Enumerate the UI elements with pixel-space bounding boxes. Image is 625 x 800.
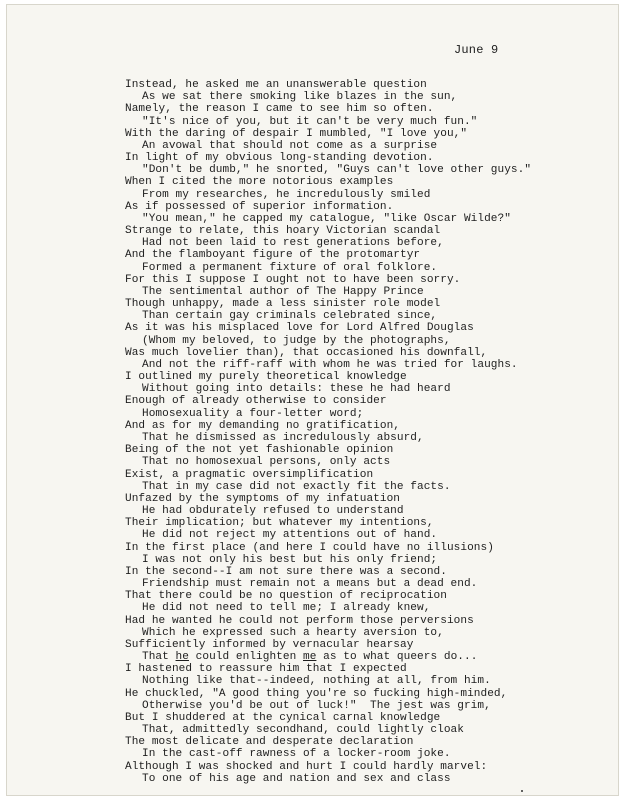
poem-line: In the first place (and here I could have no illusions): [125, 541, 494, 554]
poem-line: And not the riff-raff with whom he was tried for laughs.: [142, 358, 518, 371]
poem-line: In light of my obvious long-standing devotion.: [125, 152, 434, 165]
poem-line: Formed a permanent fixture of oral folklore.: [142, 261, 438, 274]
underlined-word: he: [175, 651, 189, 664]
poem-line: Without going into details: these he had heard: [142, 383, 451, 396]
poem-line: Being of the not yet fashionable opinion: [125, 444, 394, 457]
poem-line: "Don't be dumb," he snorted, "Guys can't love other guys.": [142, 164, 532, 177]
poem-line: Had he wanted he could not perform those perversions: [125, 614, 474, 627]
poem-line: From my researches, he incredulously smiled: [142, 188, 431, 201]
typewritten-page: [6, 4, 619, 796]
poem-line: That in my case did not exactly fit the facts.: [142, 480, 451, 493]
poem-line: I hastened to reassure him that I expected: [125, 663, 407, 676]
poem-line: In the cast-off rawness of a locker-room joke.: [142, 748, 451, 761]
poem-line: That he dismissed as incredulously absurd,: [142, 431, 424, 444]
poem-line: He chuckled, "A good thing you're so fucking high-minded,: [125, 687, 508, 700]
poem-line: He did not reject my attentions out of hand.: [142, 529, 438, 542]
poem-line: An avowal that should not come as a surprise: [142, 139, 438, 152]
poem-line: That no homosexual persons, only acts: [142, 456, 391, 469]
poem-line: Exist, a pragmatic oversimplification: [125, 468, 374, 481]
poem-line: Was much lovelier than), that occasioned his downfall,: [125, 346, 488, 359]
poem-line: Friendship must remain not a means but a dead end.: [142, 578, 478, 591]
poem-line: Which he expressed such a hearty aversion to,: [142, 626, 444, 639]
poem-line: With the daring of despair I mumbled, "I love you,": [125, 127, 468, 140]
poem-line: He had obdurately refused to understand: [142, 505, 404, 518]
poem-line: In the second--I am not sure there was a second.: [125, 565, 447, 578]
poem-line: Their implication; but whatever my intentions,: [125, 517, 434, 530]
poem-line: Nothing like that--indeed, nothing at all, from him.: [142, 675, 491, 688]
poem-line: (Whom my beloved, to judge by the photographs,: [142, 334, 451, 347]
poem-line: He did not need to tell me; I already knew,: [142, 602, 431, 615]
poem-line: That, admittedly secondhand, could lightly cloak: [142, 724, 464, 737]
poem-line: I outlined my purely theoretical knowledge: [125, 371, 407, 384]
poem-line: I was not only his best but his only friend;: [142, 553, 438, 566]
poem-line: Instead, he asked me an unanswerable question: [125, 79, 427, 91]
poem-line: Strange to relate, this hoary Victorian scandal: [125, 225, 441, 238]
poem-body: [125, 79, 595, 785]
poem-line: Sufficiently informed by vernacular hearsay: [125, 638, 414, 651]
poem-line: "It's nice of you, but it can't be very much fun.": [142, 115, 478, 128]
poem-line: For this I suppose I ought not to have been sorry.: [125, 273, 461, 286]
page-date: June 9: [454, 43, 499, 57]
poem-line: Had not been laid to rest generations before,: [142, 237, 444, 250]
poem-line: Homosexuality a four-letter word;: [142, 407, 364, 420]
poem-line: Though unhappy, made a less sinister role model: [125, 298, 441, 311]
poem-line: Although I was shocked and hurt I could hardly marvel:: [125, 760, 488, 773]
poem-line: But I shuddered at the cynical carnal knowledge: [125, 711, 441, 724]
poem-line: Unfazed by the symptoms of my infatuation: [125, 492, 401, 505]
poem-line: "You mean," he capped my catalogue, "like Oscar Wilde?": [142, 212, 511, 225]
poem-line: Enough of already otherwise to consider: [125, 395, 387, 408]
underlined-word: me: [303, 651, 317, 664]
poem-line: As we sat there smoking like blazes in the sun,: [142, 91, 458, 104]
poem-line: That there could be no question of reciprocation: [125, 590, 447, 603]
poem-line: Namely, the reason I came to see him so often.: [125, 103, 434, 116]
poem-line: The sentimental author of The Happy Prince: [142, 285, 424, 298]
poem-line: The most delicate and desperate declaration: [125, 736, 414, 749]
poem-line: To one of his age and nation and sex and class: [142, 772, 451, 785]
poem-line: When I cited the more notorious examples: [125, 176, 394, 189]
poem-line: And as for my demanding no gratification,: [125, 419, 401, 432]
ink-mark: [521, 790, 523, 792]
poem-line: That he could enlighten me as to what queers do...: [142, 651, 478, 664]
poem-line: And the flamboyant figure of the protomartyr: [125, 249, 421, 262]
poem-line: Otherwise you'd be out of luck!" The jest was grim,: [142, 699, 491, 712]
poem-line: As it was his misplaced love for Lord Alfred Douglas: [125, 322, 474, 335]
poem-line: As if possessed of superior information.: [125, 200, 394, 213]
poem-line: Than certain gay criminals celebrated since,: [142, 310, 438, 323]
